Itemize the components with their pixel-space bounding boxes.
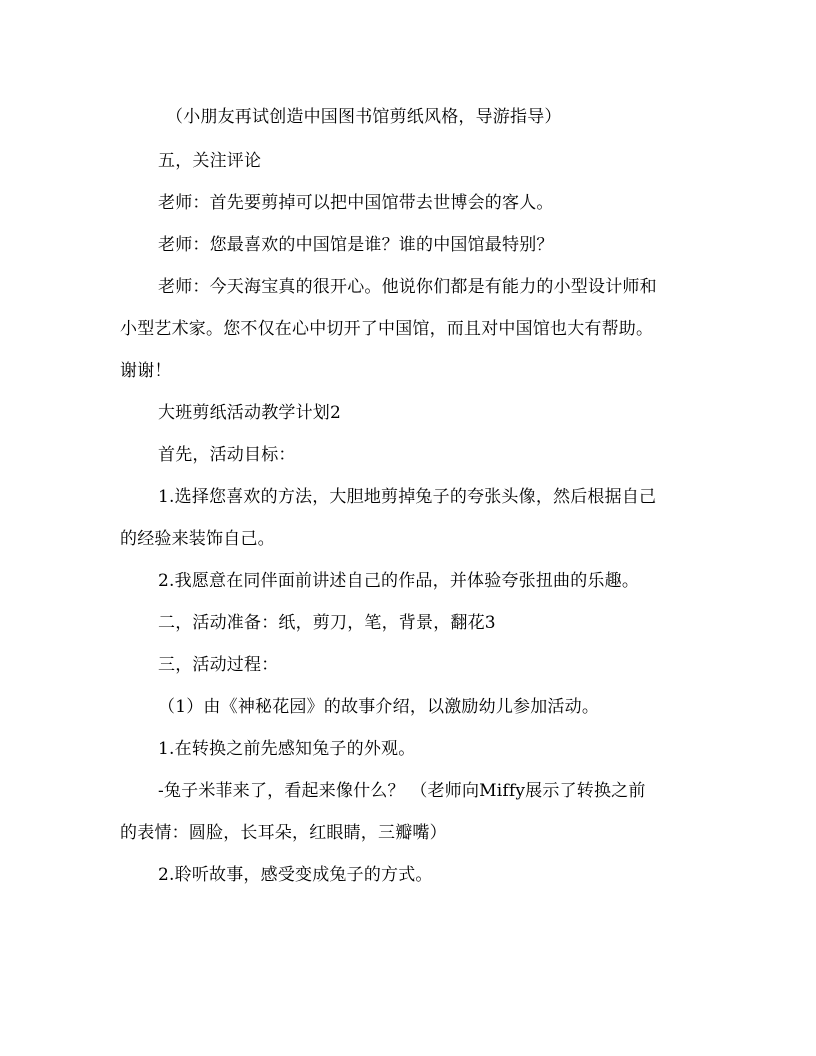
paragraph-line: 老师：您最喜欢的中国馆是谁？谁的中国馆最特别？ <box>158 235 554 255</box>
section-heading: 三，活动过程： <box>158 655 279 675</box>
section-heading: 首先，活动目标： <box>158 445 296 465</box>
paragraph-line: 谢谢！ <box>120 361 172 381</box>
list-item: 1.选择您喜欢的方法，大胆地剪掉兔子的夸张头像，然后根据自己 <box>158 487 657 507</box>
paragraph-line: （1）由《神秘花园》的故事介绍，以激励幼儿参加活动。 <box>158 697 600 717</box>
list-item: 2.我愿意在同伴面前讲述自己的作品，并体验夸张扭曲的乐趣。 <box>158 571 640 591</box>
paragraph-line: -兔子米菲来了，看起来像什么？ （老师向Miffy展示了转换之前 <box>158 781 646 801</box>
section-title: 大班剪纸活动教学计划2 <box>158 403 342 423</box>
section-heading: 二，活动准备：纸，剪刀，笔，背景，翻花3 <box>158 613 496 633</box>
paragraph-line: 小型艺术家。您不仅在心中切开了中国馆，而且对中国馆也大有帮助。 <box>120 319 654 339</box>
list-item: 2.聆听故事，感受变成兔子的方式。 <box>158 865 433 885</box>
paragraph-line: 的表情：圆脸，长耳朵，红眼睛，三瓣嘴） <box>120 823 447 843</box>
paragraph-line: （小朋友再试创造中国图书馆剪纸风格，导游指导） <box>166 107 562 127</box>
paragraph-line: 老师：今天海宝真的很开心。他说你们都是有能力的小型设计师和 <box>158 277 657 297</box>
paragraph-line: 老师：首先要剪掉可以把中国馆带去世博会的客人。 <box>158 193 554 213</box>
list-item-continuation: 的经验来装饰自己。 <box>120 529 275 549</box>
section-heading: 五，关注评论 <box>158 151 262 171</box>
list-item: 1.在转换之前先感知兔子的外观。 <box>158 739 416 759</box>
